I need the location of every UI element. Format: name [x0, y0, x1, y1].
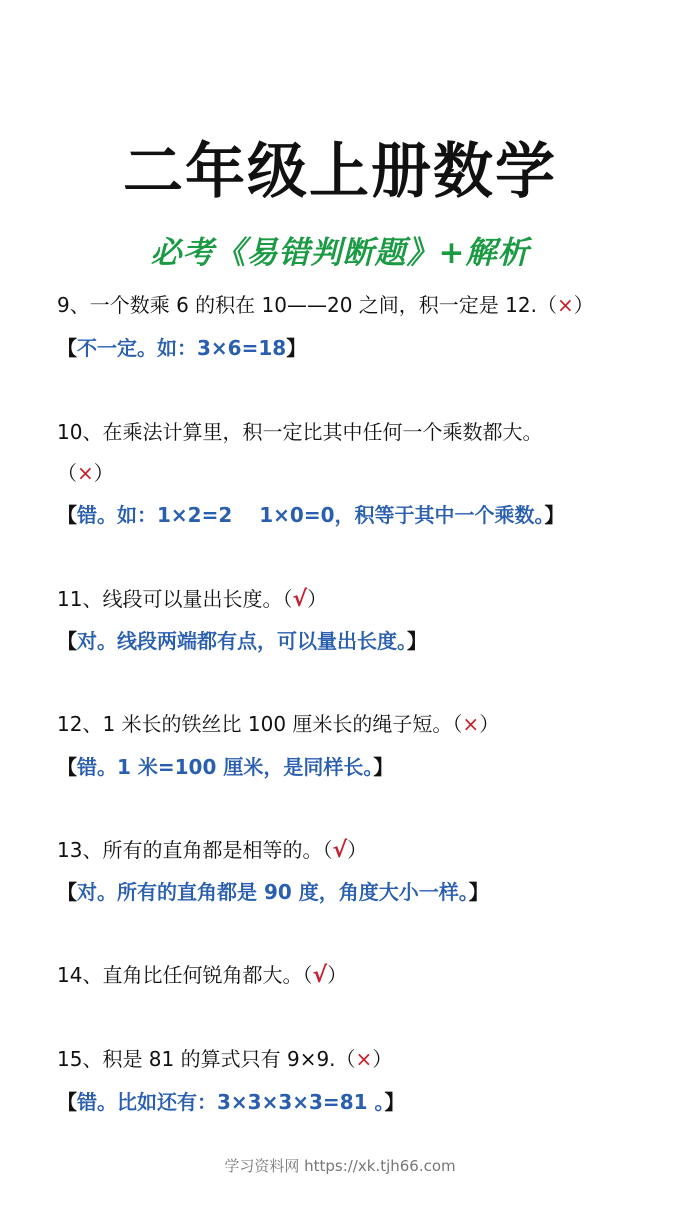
answer-close-bracket: 】 — [407, 629, 427, 653]
cross-mark: × — [462, 712, 480, 736]
answer-text: 对。所有的直角都是 90 度，角度大小一样。 — [77, 880, 469, 904]
close-paren: ） — [307, 587, 328, 611]
answer-open-bracket: 【 — [57, 503, 77, 527]
check-mark: √ — [312, 963, 328, 988]
question-text: 11、线段可以量出长度。（ — [57, 587, 293, 611]
page-subtitle: 必考《易错判断题》+解析 — [150, 235, 530, 271]
answer-15 — [57, 1087, 405, 1117]
question-text: 10、在乘法计算里，积一定比其中任何一个乘数都大。 — [57, 420, 543, 444]
check-mark: √ — [332, 838, 348, 863]
answer-open-bracket: 【 — [57, 629, 77, 653]
page-title: 二年级上册数学 — [123, 137, 557, 207]
answer-close-bracket: 】 — [544, 503, 565, 527]
answer-text: 不一定。如：3×6=18 — [77, 336, 287, 360]
answer-close-bracket: 】 — [286, 336, 307, 360]
question-text: 12、1 米长的铁丝比 100 厘米长的绳子短。（ — [57, 712, 463, 736]
question-10-cont — [57, 458, 114, 488]
question-text: 14、直角比任何锐角都大。（ — [57, 963, 313, 987]
close-paren: ） — [573, 293, 594, 317]
question-text: 13、所有的直角都是相等的。（ — [57, 838, 333, 862]
answer-open-bracket: 【 — [57, 1090, 77, 1114]
question-10 — [57, 417, 542, 447]
answer-open-bracket: 【 — [57, 336, 77, 360]
close-paren: ） — [479, 712, 500, 736]
answer-text: 错。1 米=100 厘米，是同样长。 — [77, 755, 374, 779]
answer-open-bracket: 【 — [57, 880, 77, 904]
cross-mark: × — [77, 461, 94, 485]
answer-text: 错。比如还有：3×3×3×3=81 。 — [77, 1090, 385, 1114]
answer-text: 错。如：1×2=2 1×0=0，积等于其中一个乘数。 — [77, 503, 545, 527]
question-13 — [57, 835, 367, 866]
question-text: 15、积是 81 的算式只有 9×9.（ — [57, 1047, 356, 1071]
cross-mark: × — [556, 293, 574, 317]
close-paren: ） — [347, 838, 368, 862]
question-9 — [57, 290, 594, 320]
close-paren: ） — [93, 461, 114, 485]
question-text: 9、一个数乘 6 的积在 10——20 之间，积一定是 12.（ — [57, 293, 557, 317]
question-15 — [57, 1044, 392, 1074]
footer-watermark: 学习资料网 https://xk.tjh66.com — [224, 1157, 456, 1175]
answer-close-bracket: 】 — [384, 1090, 405, 1114]
answer-12 — [57, 752, 393, 782]
answer-13 — [57, 877, 489, 907]
cross-mark: × — [355, 1047, 373, 1071]
answer-11 — [57, 626, 427, 656]
question-12 — [57, 709, 499, 739]
answer-text: 对。线段两端都有点，可以量出长度。 — [77, 629, 407, 653]
question-11 — [57, 584, 327, 615]
close-paren: ） — [372, 1047, 393, 1071]
answer-close-bracket: 】 — [468, 880, 489, 904]
answer-open-bracket: 【 — [57, 755, 77, 779]
check-mark: √ — [292, 587, 308, 612]
question-14 — [57, 960, 347, 991]
open-paren: （ — [57, 461, 77, 485]
close-paren: ） — [327, 963, 348, 987]
answer-9 — [57, 333, 306, 363]
answer-10 — [57, 500, 565, 530]
answer-close-bracket: 】 — [373, 755, 394, 779]
